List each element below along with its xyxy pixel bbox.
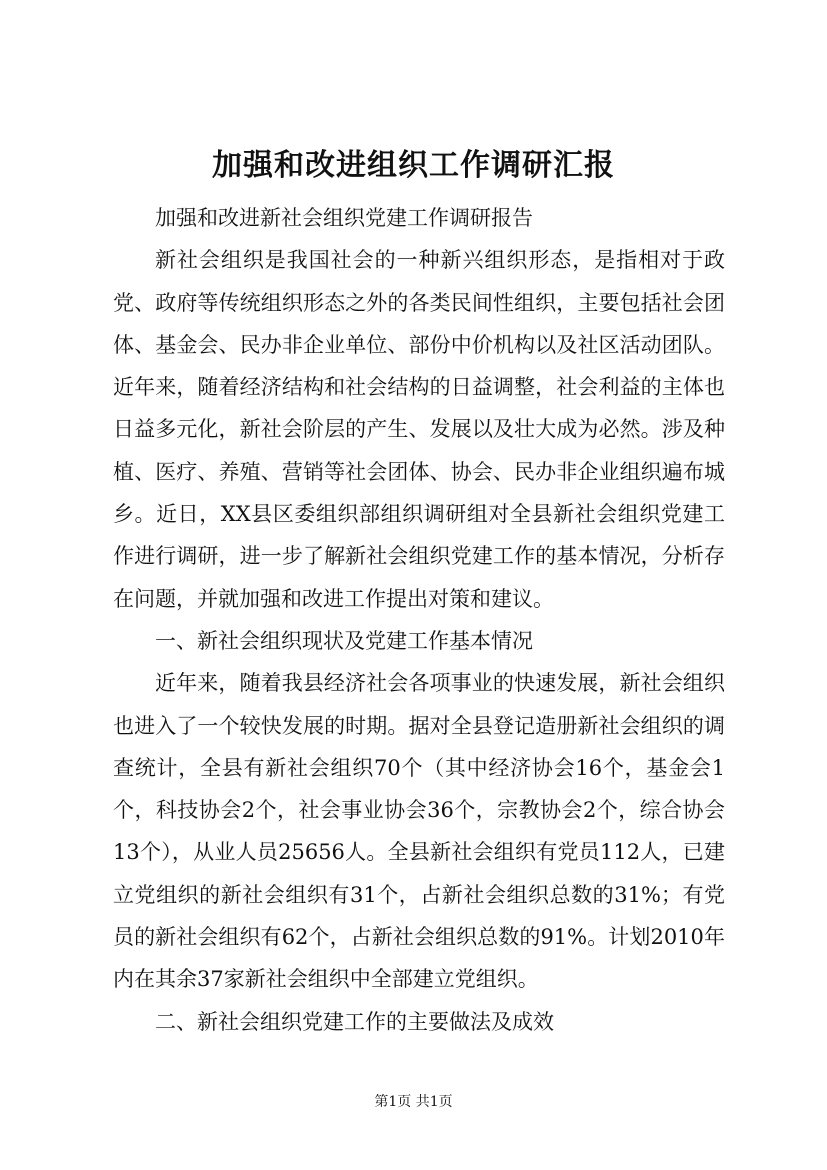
paragraph-statistics: 近年来，随着我县经济社会各项事业的快速发展，新社会组织也进入了一个较快发展的时期。据对全县登记造册新社会组织的调查统计，全县有新社会组织70个（其中经济协会16个，基金会1个，科技协会2个，社会事业协会36个，宗教协会2个，综合协会13个），从业人员25656人。全县新社会组织有党员112人，已建立党组织的新社会组织有31个，占新社会组织总数的31%；有党员的新社会组织有62个，占新社会组织总数的91%。计划2010年内在其余37家新社会组织中全部建立党组织。	[113, 671, 725, 992]
section-heading-two: 二、新社会组织党建工作的主要做法及成效	[155, 1009, 554, 1034]
page-footer: 第1页 共1页	[374, 1094, 453, 1110]
section-heading-one: 一、新社会组织现状及党建工作基本情况	[155, 628, 533, 653]
paragraph-subtitle: 加强和改进新社会组织党建工作调研报告	[155, 206, 533, 230]
paragraph-intro: 新社会组织是我国社会的一种新兴组织形态，是指相对于政党、政府等传统组织形态之外的各类民间性组织，主要包括社会团体、基金会、民办非企业单位、部份中价机构以及社区活动团队。近年来，随着经济结构和社会结构的日益调整，社会利益的主体也日益多元化，新社会阶层的产生、发展以及壮大成为必然。涉及种植、医疗、养殖、营销等社会团体、协会、民办非企业组织遍布城乡。近日，XX县区委组织部组织调研组对全县新社会组织党建工作进行调研，进一步了解新社会组织党建工作的基本情况，分析存在问题，并就加强和改进工作提出对策和建议。	[113, 248, 725, 611]
document-body	[113, 197, 725, 1043]
document-title: 加强和改进组织工作调研汇报	[212, 148, 615, 183]
